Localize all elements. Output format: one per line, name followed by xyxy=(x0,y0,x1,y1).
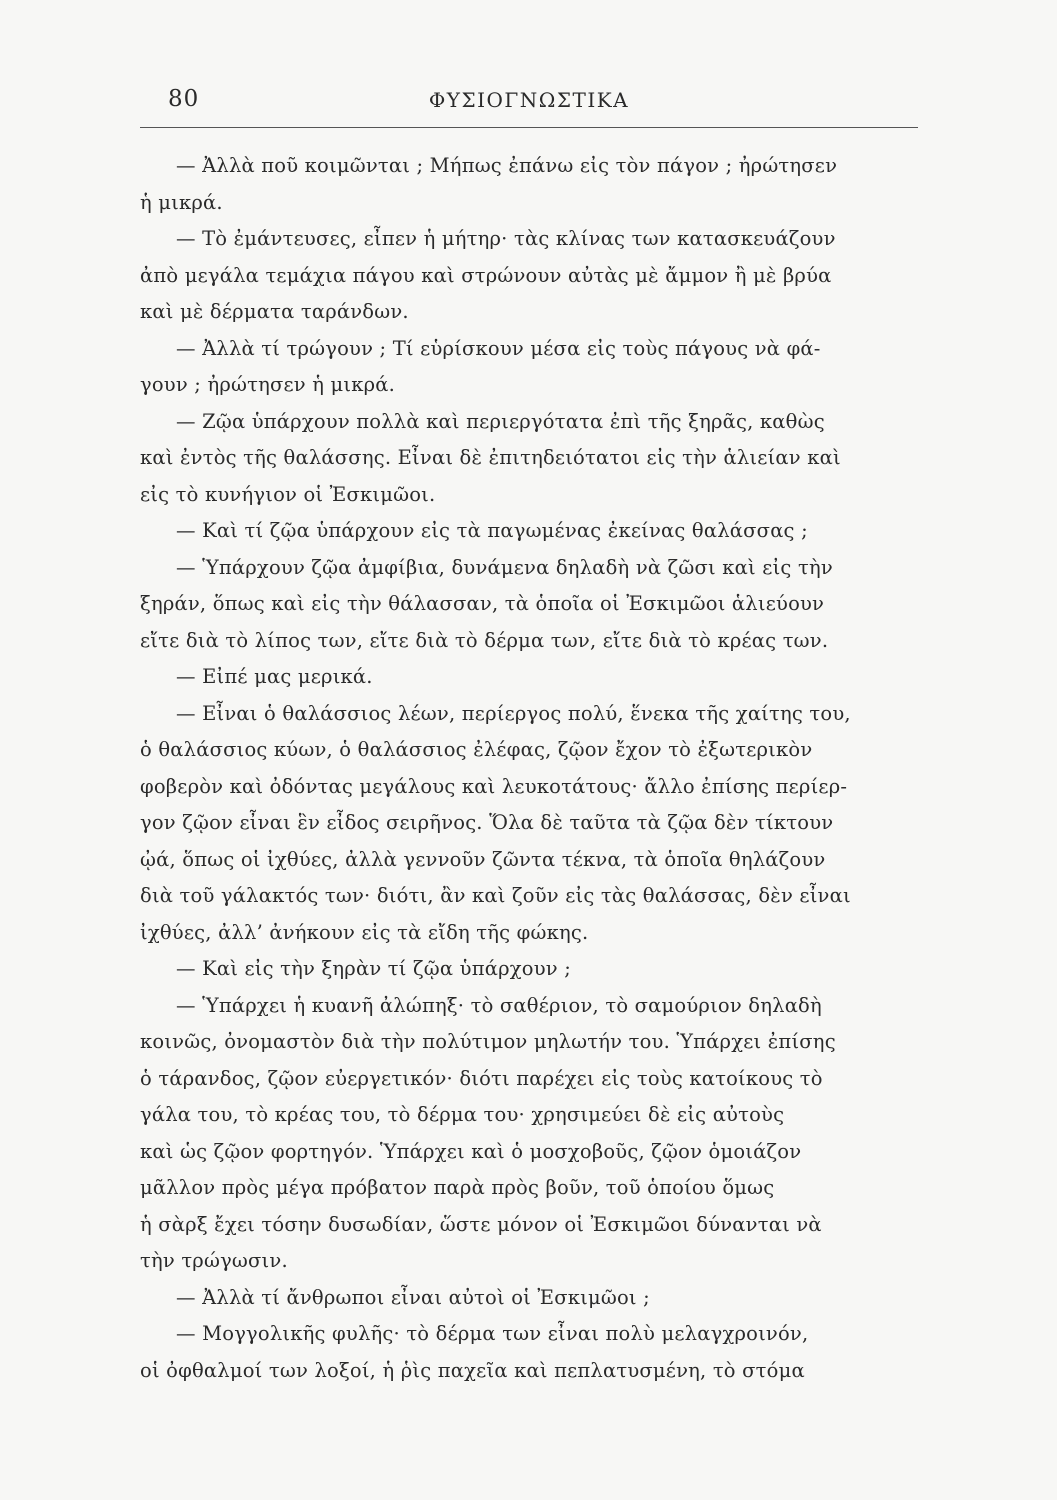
text-line: — Εἰπέ μας μερικά. xyxy=(176,665,373,688)
text-line: οἱ ὀφθαλμοί των λοξοί, ἡ ῥὶς παχεῖα καὶ πεπλατυσμένη, τὸ στόμα xyxy=(140,1358,805,1382)
text-line: — Ἀλλὰ ποῦ κοιμῶνται ; Μήπως ἐπάνω εἰς τὸν πάγον ; ἠρώτησεν xyxy=(176,154,838,177)
text-line: κοινῶς, ὀνομαστὸν διὰ τὴν πολύτιμον μηλωτήν του. Ὑπάρχει ἐπίσης xyxy=(140,1030,836,1053)
text-line: ᾠά, ὅπως οἱ ἰχθύες, ἀλλὰ γεννοῦν ζῶντα τέκνα, τὰ ὁποῖα θηλάζουν xyxy=(140,847,826,871)
text-line: φοβερὸν καὶ ὀδόντας μεγάλους καὶ λευκοτάτους· ἄλλο ἐπίσης περίερ- xyxy=(140,774,848,798)
page-number: 80 xyxy=(168,86,200,112)
text-line: — Ὑπάρχει ἡ κυανῆ ἀλώπηξ· τὸ σαθέριον, τὸ σαμούριον δηλαδὴ xyxy=(176,993,822,1017)
header-rule xyxy=(140,127,918,128)
text-line: εἴτε διὰ τὸ λίπος των, εἴτε διὰ τὸ δέρμα των, εἴτε διὰ τὸ κρέας των. xyxy=(140,628,829,652)
text-line: ἰχθύες, ἀλλ’ ἀνήκουν εἰς τὰ εἴδη τῆς φώκης. xyxy=(140,920,589,944)
body-text xyxy=(140,148,926,1389)
text-line: καὶ μὲ δέρματα ταράνδων. xyxy=(140,300,409,323)
text-line: — Μογγολικῆς φυλῆς· τὸ δέρμα των εἶναι πολὺ μελαγχροινόν, xyxy=(176,1322,809,1345)
text-line: γον ζῷον εἶναι ἓν εἶδος σειρῆνος. Ὅλα δὲ ταῦτα τὰ ζῷα δὲν τίκτουν xyxy=(140,811,834,834)
text-line: ἀπὸ μεγάλα τεμάχια πάγου καὶ στρώνουν αὐτὰς μὲ ἄμμον ἢ μὲ βρύα xyxy=(140,263,832,287)
text-line: — Εἶναι ὁ θαλάσσιος λέων, περίεργος πολύ, ἕνεκα τῆς χαίτης του, xyxy=(176,701,851,725)
text-line: ἡ μικρά. xyxy=(140,190,223,214)
text-line: ὁ τάρανδος, ζῷον εὐεργετικόν· διότι παρέχει εἰς τοὺς κατοίκους τὸ xyxy=(140,1066,823,1090)
text-line: ὁ θαλάσσιος κύων, ὁ θαλάσσιος ἐλέφας, ζῷον ἔχον τὸ ἐξωτερικὸν xyxy=(140,738,813,761)
text-line: καὶ ὡς ζῷον φορτηγόν. Ὑπάρχει καὶ ὁ μοσχοβοῦς, ζῷον ὁμοιάζον xyxy=(140,1139,802,1163)
text-line: — Τὸ ἐμάντευσες, εἶπεν ἡ μήτηρ· τὰς κλίνας των κατασκευάζουν xyxy=(176,227,836,250)
text-line: καὶ ἐντὸς τῆς θαλάσσης. Εἶναι δὲ ἐπιτηδειότατοι εἰς τὴν ἁλιείαν καὶ xyxy=(140,446,841,469)
text-line: γάλα του, τὸ κρέας του, τὸ δέρμα του· χρησιμεύει δὲ εἰς αὐτοὺς xyxy=(140,1103,785,1126)
running-title: ΦΥΣΙΟΓΝΩΣΤΙΚΑ xyxy=(428,88,630,112)
text-line: — Ζῷα ὑπάρχουν πολλὰ καὶ περιεργότατα ἐπὶ τῆς ξηρᾶς, καθὼς xyxy=(176,409,825,433)
text-line: τὴν τρώγωσιν. xyxy=(140,1249,288,1272)
text-line: — Καὶ εἰς τὴν ξηρὰν τί ζῷα ὑπάρχουν ; xyxy=(176,957,571,980)
text-line: γουν ; ἠρώτησεν ἡ μικρά. xyxy=(140,373,396,396)
text-line: — Ἀλλὰ τί τρώγουν ; Τί εὑρίσκουν μέσα εἰς τοὺς πάγους νὰ φά- xyxy=(176,336,821,360)
text-line: — Ὑπάρχουν ζῷα ἀμφίβια, δυνάμενα δηλαδὴ νὰ ζῶσι καὶ εἰς τὴν xyxy=(176,555,833,579)
text-line: — Ἀλλὰ τί ἄνθρωποι εἶναι αὐτοὶ οἱ Ἐσκιμῶοι ; xyxy=(176,1285,650,1309)
text-line: μᾶλλον πρὸς μέγα πρόβατον παρὰ πρὸς βοῦν, τοῦ ὁποίου ὅμως xyxy=(140,1176,775,1199)
text-line: — Καὶ τί ζῷα ὑπάρχουν εἰς τὰ παγωμένας ἐκείνας θαλάσσας ; xyxy=(176,519,808,542)
text-line: διὰ τοῦ γάλακτός των· διότι, ἂν καὶ ζοῦν εἰς τὰς θαλάσσας, δὲν εἶναι xyxy=(140,884,851,907)
page-header xyxy=(140,86,918,126)
text-line: ξηράν, ὅπως καὶ εἰς τὴν θάλασσαν, τὰ ὁποῖα οἱ Ἐσκιμῶοι ἁλιεύουν xyxy=(140,592,825,615)
text-line: ἡ σὰρξ ἔχει τόσην δυσωδίαν, ὥστε μόνον οἱ Ἐσκιμῶοι δύνανται νὰ xyxy=(140,1212,822,1236)
text-line: εἰς τὸ κυνήγιον οἱ Ἐσκιμῶοι. xyxy=(140,482,436,506)
